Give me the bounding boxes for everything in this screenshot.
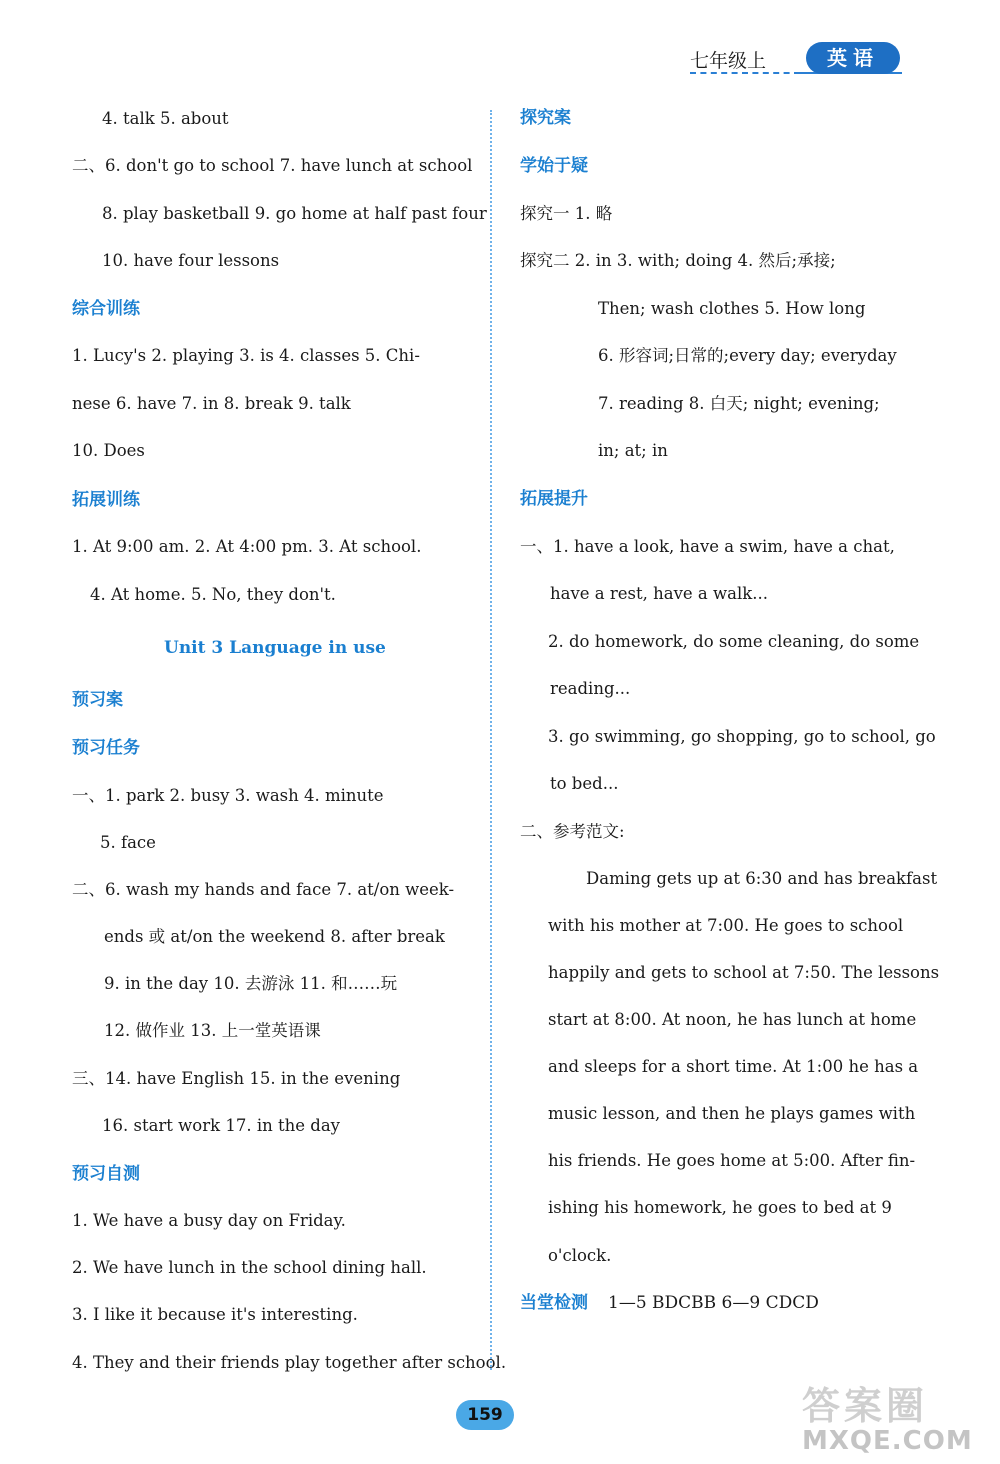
answer-line: 10. have four lessons — [102, 251, 280, 270]
watermark-url: MXQE.COM — [802, 1426, 973, 1456]
answer-line: 12. 做作业 13. 上一堂英语课 — [104, 1021, 321, 1040]
answer-line: 二、6. wash my hands and face 7. at/on week- — [72, 880, 455, 899]
subject-badge: 英语 — [806, 42, 900, 74]
section-heading-tisheng: 拓展提升 — [520, 489, 588, 509]
answer-line: 2. do homework, do some cleaning, do some — [548, 632, 920, 651]
answer-line: 3. go swimming, go shopping, go to school, go — [548, 727, 936, 746]
dangtang-answers: 1—5 BDCBB 6—9 CDCD — [608, 1293, 819, 1313]
answer-line: 4. talk 5. about — [102, 109, 229, 128]
answer-line: 3. I like it because it's interesting. — [72, 1305, 358, 1324]
section-heading-xueshi: 学始于疑 — [520, 156, 588, 176]
answer-line: 探究一 1. 略 — [520, 204, 613, 223]
dangtang-label: 当堂检测 — [520, 1293, 588, 1313]
section-heading-yuxirenwu: 预习任务 — [72, 738, 140, 758]
answer-line: 4. They and their friends play together after school. — [72, 1353, 507, 1372]
answer-line: 10. Does — [72, 441, 145, 460]
essay-line: start at 8:00. At noon, he has lunch at home — [548, 1010, 917, 1029]
unit-title: Unit 3 Language in use — [164, 638, 386, 658]
watermark — [802, 1386, 992, 1458]
answer-line: to bed... — [550, 774, 619, 793]
answer-line: 7. reading 8. 白天; night; evening; — [598, 394, 880, 413]
essay-line: Daming gets up at 6:30 and has breakfast — [586, 869, 938, 888]
essay-line: o'clock. — [548, 1246, 612, 1265]
answer-line: 1. Lucy's 2. playing 3. is 4. classes 5. Chi- — [72, 346, 420, 365]
section-heading-zice: 预习自测 — [72, 1164, 140, 1184]
answer-line: Then; wash clothes 5. How long — [598, 299, 866, 318]
essay-line: with his mother at 7:00. He goes to school — [548, 916, 904, 935]
answer-line: 一、1. have a look, have a swim, have a chat, — [520, 537, 895, 556]
page-number: 159 — [456, 1400, 514, 1430]
section-heading-tanjiu: 探究案 — [520, 108, 571, 128]
answer-line: ends 或 at/on the weekend 8. after break — [104, 927, 445, 946]
answer-line: 二、6. don't go to school 7. have lunch at school — [72, 156, 473, 175]
answer-line: 2. We have lunch in the school dining hall. — [72, 1258, 427, 1277]
essay-line: his friends. He goes home at 5:00. After fin- — [548, 1151, 916, 1170]
answer-line: 6. 形容词;日常的;every day; everyday — [598, 346, 897, 365]
answer-line: 探究二 2. in 3. with; doing 4. 然后;承接; — [520, 251, 836, 270]
answer-line: have a rest, have a walk... — [550, 584, 768, 603]
answer-line: 1. At 9:00 am. 2. At 4:00 pm. 3. At school. — [72, 537, 422, 556]
essay-line: happily and gets to school at 7:50. The lessons — [548, 963, 940, 982]
watermark-logo: 答案圈 — [802, 1384, 929, 1428]
answer-line: 1. We have a busy day on Friday. — [72, 1211, 346, 1230]
column-divider — [490, 110, 492, 1370]
essay-line: ishing his homework, he goes to bed at 9 — [548, 1198, 892, 1217]
essay-line: music lesson, and then he plays games with — [548, 1104, 916, 1123]
section-heading-dangtang — [520, 1292, 819, 1314]
answer-line: 8. play basketball 9. go home at half past four — [102, 204, 487, 223]
grade-label: 七年级上 — [690, 50, 767, 72]
header-dashed-rule — [690, 72, 800, 74]
section-heading-zonghe: 综合训练 — [72, 299, 140, 319]
answer-line: reading... — [550, 679, 631, 698]
answer-line: 4. At home. 5. No, they don't. — [90, 585, 336, 604]
answer-line: 三、14. have English 15. in the evening — [72, 1069, 401, 1088]
answer-line: in; at; in — [598, 441, 668, 460]
answer-line: 二、参考范文: — [520, 822, 625, 841]
answer-line: 一、1. park 2. busy 3. wash 4. minute — [72, 786, 384, 805]
answer-line: 16. start work 17. in the day — [102, 1116, 340, 1135]
answer-line: 5. face — [100, 833, 156, 852]
answer-line: nese 6. have 7. in 8. break 9. talk — [72, 394, 351, 413]
section-heading-yuxian: 预习案 — [72, 690, 123, 710]
section-heading-tuozhan: 拓展训练 — [72, 490, 140, 510]
answer-line: 9. in the day 10. 去游泳 11. 和……玩 — [104, 974, 398, 993]
essay-line: and sleeps for a short time. At 1:00 he has a — [548, 1057, 919, 1076]
